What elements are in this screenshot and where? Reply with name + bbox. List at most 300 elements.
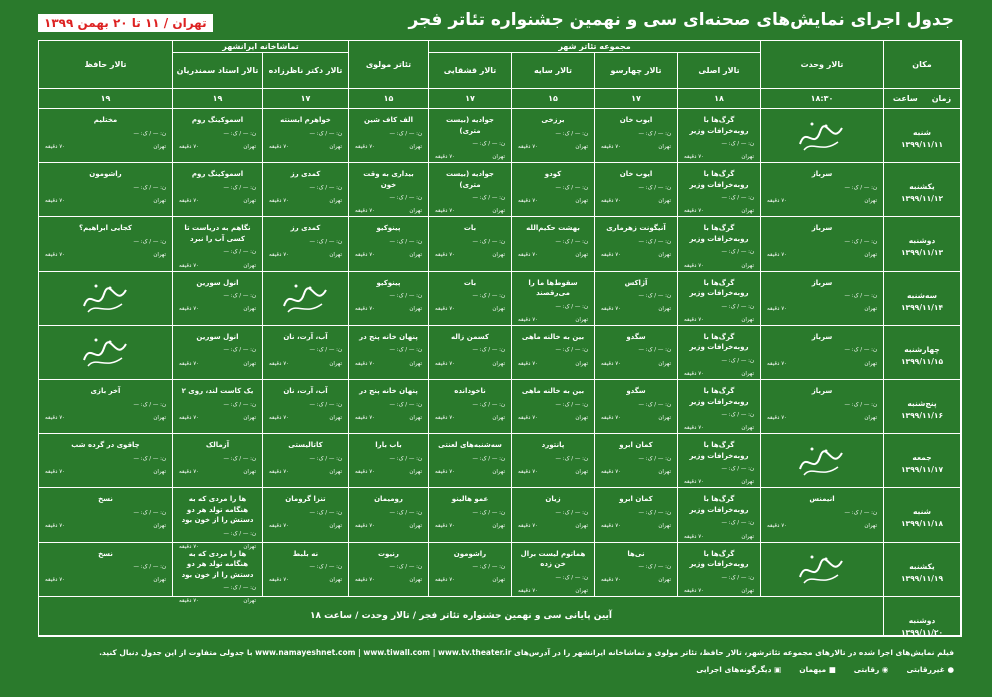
show-credits: ن: — / ک: —: [309, 130, 342, 137]
show-title: سرباز: [811, 224, 833, 233]
show-cell: [349, 434, 429, 488]
label: ۱۵: [383, 94, 394, 103]
label: تالار اصلی: [698, 66, 740, 75]
show-duration: ۷۰ دقیقه: [179, 306, 200, 313]
show-cell: [595, 217, 678, 271]
show-city: تهران: [243, 262, 256, 269]
show-cell: [595, 272, 678, 326]
show-duration: ۷۰ دقیقه: [355, 414, 376, 421]
show-title: گرگ‌ها با روبه‌خرافات وزیر: [689, 116, 749, 135]
day-cell: [884, 217, 961, 271]
show-city: تهران: [658, 197, 671, 204]
show-city: تهران: [741, 479, 754, 486]
show-cell: [595, 380, 678, 434]
show-title: گرگ‌ها با روبه‌خرافات وزیر: [689, 495, 749, 514]
show-duration: ۷۰ دقیقه: [767, 523, 788, 530]
show-credits: ن: — / ک: —: [309, 455, 342, 462]
show-city: تهران: [329, 360, 342, 367]
show-duration: ۷۰ دقیقه: [45, 468, 66, 475]
day-date: ۱۳۹۹/۱۱/۱۲: [900, 194, 944, 204]
time-cell: [512, 89, 595, 109]
show-credits: ن: — / ک: —: [638, 293, 671, 300]
show-title: اسموکینگ روم: [191, 170, 244, 179]
show-duration: ۷۰ دقیقه: [179, 598, 200, 605]
day-cell: [884, 488, 961, 542]
show-duration: ۷۰ دقیقه: [767, 197, 788, 204]
festival-logo-icon: [76, 332, 136, 372]
show-duration: ۷۰ دقیقه: [601, 523, 622, 530]
show-cell: [512, 434, 595, 488]
show-credits: ن: — / ک: —: [721, 141, 754, 147]
show-city: تهران: [409, 252, 422, 259]
show-cell: [349, 380, 429, 434]
show-cell: [263, 163, 349, 217]
show-cell: [761, 272, 884, 326]
show-duration: ۷۰ دقیقه: [601, 252, 622, 259]
show-city: تهران: [741, 371, 754, 378]
show-title: الف کاف شین: [363, 116, 414, 124]
show-city: تهران: [153, 577, 166, 584]
label: تالار چهارسو: [610, 66, 662, 75]
day-name: یکشنبه: [909, 182, 935, 192]
show-city: تهران: [153, 414, 166, 421]
show-city: تهران: [329, 197, 342, 204]
show-cell: [263, 326, 349, 380]
show-duration: ۷۰ دقیقه: [269, 252, 290, 259]
show-credits: ن: — / ک: —: [638, 130, 671, 137]
show-cell: [678, 380, 761, 434]
show-title: سرباز: [811, 170, 833, 179]
time-cell: [595, 89, 678, 109]
show-cell: [512, 380, 595, 434]
show-city: تهران: [329, 577, 342, 584]
show-title: گرگ‌ها با روبه‌خرافات وزیر: [689, 441, 749, 460]
show-city: تهران: [329, 468, 342, 475]
show-cell: [349, 109, 429, 163]
show-credits: ن: — / ک: —: [472, 293, 505, 300]
show-credits: ن: — / ک: —: [472, 509, 505, 516]
show-duration: ۷۰ دقیقه: [355, 252, 376, 259]
show-credits: ن: — / ک: —: [133, 184, 166, 191]
show-cell: [761, 163, 884, 217]
show-title: کمان ابرو: [619, 441, 653, 450]
show-title: خواهرم ابسنته: [280, 116, 331, 124]
day-date: ۱۳۹۹/۱۱/۱۷: [900, 465, 944, 475]
show-title: سه‌شنبه‌های لعنتی: [438, 441, 502, 450]
day-date: ۱۳۹۹/۱۱/۱۹: [900, 573, 944, 583]
show-credits: ن: — / ک: —: [223, 130, 256, 137]
label: آیین پایانی سی و نهمین جشنواره تئاتر فجر / تالار وحدت / ساعت ۱۸: [309, 610, 613, 621]
label: تالار دکتر ناظرزاده: [268, 66, 343, 75]
show-credits: ن: — / ک: —: [472, 564, 505, 571]
show-title: گرگ‌ها با روبه‌خرافات وزیر: [689, 387, 749, 406]
show-duration: ۷۰ دقیقه: [435, 154, 456, 161]
show-title: نگاهم به دریاست تا کسی آب را نبرد: [184, 224, 251, 243]
show-duration: ۷۰ دقیقه: [684, 371, 705, 378]
show-city: تهران: [492, 577, 505, 584]
show-cell: [429, 272, 512, 326]
legend-guest: ■ میهمان: [799, 665, 836, 674]
time-cell: [173, 89, 263, 109]
show-duration: ۷۰ دقیقه: [601, 143, 622, 150]
day-date: ۱۳۹۹/۱۱/۱۵: [900, 356, 944, 366]
show-title: سرباز: [811, 387, 833, 395]
label: تالار استاد سمندریان: [176, 66, 259, 75]
show-city: تهران: [575, 414, 588, 421]
show-duration: ۷۰ دقیقه: [518, 414, 539, 421]
show-credits: ن: — / ک: —: [844, 293, 877, 300]
show-cell: [349, 488, 429, 542]
show-cell: [512, 109, 595, 163]
label: تالار قشقایی: [443, 66, 497, 75]
festival-logo-icon: [792, 549, 852, 589]
show-city: تهران: [153, 523, 166, 530]
show-cell: [678, 109, 761, 163]
show-duration: ۷۰ دقیقه: [355, 143, 376, 150]
show-cell: [349, 272, 429, 326]
show-cell: [512, 488, 595, 542]
show-city: تهران: [575, 316, 588, 323]
festival-logo-icon: [76, 278, 136, 318]
show-duration: ۷۰ دقیقه: [435, 306, 456, 313]
show-city: تهران: [243, 414, 256, 421]
show-cell: [761, 488, 884, 542]
show-duration: ۷۰ دقیقه: [435, 252, 456, 259]
show-credits: ن: — / ک: —: [555, 130, 588, 137]
show-title: جوادیه (بیست متری): [446, 170, 494, 189]
show-title: رنیوت: [378, 549, 399, 558]
show-credits: ن: — / ک: —: [133, 509, 166, 516]
show-cell: [761, 217, 884, 271]
day-name: شنبه: [912, 507, 932, 517]
show-city: تهران: [153, 252, 166, 259]
show-title: ایوب خان: [619, 116, 653, 124]
show-duration: ۷۰ دقیقه: [518, 360, 539, 367]
show-duration: ۷۰ دقیقه: [179, 262, 200, 269]
show-city: تهران: [658, 252, 671, 259]
show-city: تهران: [409, 208, 422, 215]
show-title: رومیمان: [374, 495, 403, 504]
show-cell: [595, 163, 678, 217]
show-title: ناخودانده: [454, 387, 486, 395]
show-duration: ۷۰ دقیقه: [518, 252, 539, 259]
day-date: ۱۳۹۹/۱۱/۱۴: [900, 302, 944, 312]
day-cell: [884, 109, 961, 163]
show-duration: ۷۰ دقیقه: [435, 360, 456, 367]
show-credits: ن: — / ک: —: [389, 130, 422, 137]
show-title: عمو هالینو: [451, 495, 489, 504]
show-city: تهران: [658, 306, 671, 313]
show-duration: ۷۰ دقیقه: [601, 306, 622, 313]
show-cell: [263, 217, 349, 271]
show-duration: ۷۰ دقیقه: [45, 523, 66, 530]
show-cell: [263, 109, 349, 163]
show-cell: [678, 272, 761, 326]
show-cell: [595, 488, 678, 542]
show-cell: [595, 434, 678, 488]
show-cell: [512, 217, 595, 271]
day-cell: [884, 163, 961, 217]
show-credits: ن: — / ک: —: [389, 455, 422, 462]
show-duration: ۷۰ دقیقه: [269, 197, 290, 204]
show-duration: ۷۰ دقیقه: [601, 414, 622, 421]
show-cell: [173, 488, 263, 551]
show-duration: ۷۰ دقیقه: [684, 479, 705, 486]
show-cell: [39, 543, 173, 597]
show-city: تهران: [492, 208, 505, 215]
show-title: کاتالیستی: [288, 441, 323, 450]
show-title: بیداری به وقت خون: [363, 170, 414, 189]
show-credits: ن: — / ک: —: [555, 347, 588, 354]
day-date: ۱۳۹۹/۱۱/۱۶: [900, 411, 944, 420]
show-credits: ن: — / ک: —: [133, 130, 166, 137]
show-city: تهران: [741, 208, 754, 215]
show-duration: ۷۰ دقیقه: [355, 360, 376, 367]
show-credits: ن: — / ک: —: [223, 249, 256, 256]
show-credits: ن: — / ک: —: [389, 293, 422, 300]
show-city: تهران: [658, 143, 671, 150]
show-city: تهران: [329, 143, 342, 150]
label: مجموعه تئاتر شهر: [558, 42, 631, 51]
show-cell: [39, 380, 173, 434]
show-credits: ن: — / ک: —: [638, 509, 671, 516]
show-credits: ن: — / ک: —: [389, 195, 422, 202]
show-cell: [512, 326, 595, 380]
show-duration: ۷۰ دقیقه: [269, 143, 290, 150]
show-credits: ن: — / ک: —: [223, 530, 256, 537]
day-name: سه‌شنبه: [907, 290, 937, 300]
show-title: نسخ: [98, 495, 113, 504]
show-cell: [429, 163, 512, 217]
show-credits: ن: — / ک: —: [389, 564, 422, 571]
label: ۱۷: [300, 94, 311, 103]
header-nazerzadeh: [263, 53, 349, 89]
show-title: بهشت حکیم‌الله: [526, 224, 580, 233]
show-cell: [429, 217, 512, 271]
show-duration: ۷۰ دقیقه: [45, 414, 66, 421]
show-city: تهران: [243, 360, 256, 367]
day-cell: [884, 380, 961, 434]
show-duration: ۷۰ دقیقه: [767, 252, 788, 259]
show-title: کمدی رز: [290, 224, 321, 233]
show-cell: [678, 163, 761, 217]
show-credits: ن: — / ک: —: [309, 347, 342, 354]
show-duration: ۷۰ دقیقه: [435, 523, 456, 530]
show-cell: [173, 217, 263, 271]
show-city: تهران: [243, 197, 256, 204]
show-cell: [173, 326, 263, 380]
show-cell: [349, 326, 429, 380]
legend: [696, 665, 954, 674]
show-title: مختلیم: [93, 116, 118, 124]
show-title: اسموکینگ روم: [191, 116, 244, 124]
show-title: سگدو: [626, 332, 646, 341]
show-credits: ن: — / ک: —: [555, 238, 588, 245]
day-name: شنبه: [912, 128, 932, 137]
show-credits: ن: — / ک: —: [638, 401, 671, 408]
label: زمان: [931, 94, 952, 103]
label: ۱۹: [100, 94, 111, 103]
show-credits: ن: — / ک: —: [721, 520, 754, 527]
show-credits: ن: — / ک: —: [721, 357, 754, 364]
show-credits: ن: — / ک: —: [133, 238, 166, 245]
show-credits: ن: — / ک: —: [721, 303, 754, 310]
show-city: تهران: [658, 414, 671, 421]
show-title: انول سورین: [196, 332, 239, 341]
show-duration: ۷۰ دقیقه: [355, 306, 376, 313]
show-title: سقوط‌ها ما را می‌رقصند: [528, 278, 578, 298]
show-duration: ۷۰ دقیقه: [684, 154, 705, 161]
show-credits: ن: — / ک: —: [309, 401, 342, 408]
show-title: پینوکیو: [376, 278, 401, 287]
header-chaharsoo: [595, 53, 678, 89]
show-credits: ن: — / ک: —: [223, 293, 256, 300]
show-cell: [429, 109, 512, 163]
show-credits: ن: — / ک: —: [844, 238, 877, 245]
show-credits: ن: — / ک: —: [638, 455, 671, 462]
show-title: زیان: [545, 495, 561, 504]
show-city: تهران: [492, 360, 505, 367]
show-city: تهران: [658, 577, 671, 584]
show-city: تهران: [575, 587, 588, 594]
show-duration: ۷۰ دقیقه: [355, 523, 376, 530]
show-credits: ن: — / ک: —: [472, 347, 505, 354]
label: تماشاخانه ایرانشهر: [222, 42, 299, 51]
show-credits: ن: — / ک: —: [389, 347, 422, 354]
show-credits: ن: — / ک: —: [389, 509, 422, 516]
time-cell: [429, 89, 512, 109]
show-city: تهران: [409, 414, 422, 421]
show-city: تهران: [409, 143, 422, 150]
show-duration: ۷۰ دقیقه: [684, 316, 705, 323]
day-cell: [884, 597, 961, 636]
show-title: ایوب خان: [619, 170, 653, 179]
show-credits: ن: — / ک: —: [721, 195, 754, 202]
day-name: جمعه: [912, 453, 932, 463]
show-cell: [173, 109, 263, 163]
show-cell: [349, 217, 429, 271]
time-cell: [761, 89, 884, 109]
day-date: ۱۳۹۹/۱۱/۱۸: [900, 519, 944, 529]
show-city: تهران: [153, 197, 166, 204]
show-title: گرگ‌ها با روبه‌خرافات وزیر: [689, 278, 749, 298]
show-title: کودو: [544, 170, 562, 179]
show-title: آخر بازی: [90, 387, 121, 395]
show-city: تهران: [658, 468, 671, 475]
show-duration: ۷۰ دقیقه: [684, 533, 705, 540]
day-date: ۱۳۹۹/۱۱/۱۳: [900, 248, 944, 258]
show-duration: ۷۰ دقیقه: [355, 208, 376, 215]
show-credits: ن: — / ک: —: [389, 238, 422, 245]
show-city: تهران: [864, 252, 877, 259]
show-title: باب بارا: [375, 441, 402, 450]
show-credits: ن: — / ک: —: [472, 141, 505, 147]
show-credits: ن: — / ک: —: [472, 238, 505, 245]
label: تالار وحدت: [800, 60, 844, 69]
show-city: تهران: [492, 306, 505, 313]
show-duration: ۷۰ دقیقه: [435, 468, 456, 475]
show-cell: [173, 543, 263, 605]
show-credits: ن: — / ک: —: [555, 303, 588, 310]
festival-logo-icon: [792, 441, 852, 481]
show-credits: ن: — / ک: —: [555, 184, 588, 191]
show-duration: ۷۰ دقیقه: [518, 468, 539, 475]
show-credits: ن: — / ک: —: [133, 455, 166, 462]
header-sayeh: [512, 53, 595, 89]
page-title: جدول اجرای نمایش‌های صحنه‌ای سی و نهمین جشنواره تئاتر فجر: [408, 10, 954, 30]
show-duration: ۷۰ دقیقه: [269, 360, 290, 367]
show-cell: [349, 543, 429, 597]
show-title: جوادیه (بیست متری): [446, 116, 494, 135]
show-city: تهران: [492, 414, 505, 421]
show-title: راشومون: [453, 549, 487, 558]
show-duration: ۷۰ دقیقه: [435, 414, 456, 421]
show-duration: ۷۰ دقیقه: [601, 577, 622, 584]
show-credits: ن: — / ک: —: [844, 347, 877, 354]
show-cell: [678, 543, 761, 597]
show-credits: ن: — / ک: —: [223, 347, 256, 354]
festival-logo-icon: [276, 278, 336, 318]
show-duration: ۷۰ دقیقه: [518, 587, 539, 594]
show-title: کسمن زاله: [451, 332, 489, 341]
show-cell: [263, 488, 349, 542]
header-samandarian: [173, 53, 263, 89]
show-duration: ۷۰ دقیقه: [355, 577, 376, 584]
logo-cell: [263, 272, 349, 326]
show-city: تهران: [741, 154, 754, 161]
show-city: تهران: [575, 523, 588, 530]
label: ۱۵: [548, 94, 558, 103]
show-city: تهران: [864, 306, 877, 313]
day-cell: [884, 543, 961, 597]
legend-other: ▣ دیگرگونه‌های اجرایی: [696, 665, 782, 674]
logo-cell: [761, 543, 884, 597]
label: ۱۷: [465, 94, 475, 103]
show-city: تهران: [243, 468, 256, 475]
show-title: برزخی: [541, 116, 565, 124]
show-city: تهران: [409, 523, 422, 530]
show-city: تهران: [153, 468, 166, 475]
show-city: تهران: [409, 468, 422, 475]
show-cell: [263, 380, 349, 434]
show-city: تهران: [409, 306, 422, 313]
show-credits: ن: — / ک: —: [133, 401, 166, 408]
show-cell: [173, 163, 263, 217]
show-title: آب، آرت، نان: [283, 332, 328, 341]
header-makan: [884, 41, 961, 89]
show-title: سگدو: [626, 387, 646, 395]
day-cell: [884, 434, 961, 488]
show-title: آب، آرت، نان: [283, 387, 328, 395]
day-date: ۱۳۹۹/۱۱/۲۰: [900, 627, 944, 637]
show-city: تهران: [492, 468, 505, 475]
show-duration: ۷۰ دقیقه: [684, 262, 705, 269]
show-title: راشومون: [89, 170, 122, 179]
show-title: آزمالک: [205, 441, 230, 450]
show-credits: ن: — / ک: —: [223, 585, 256, 592]
header-molavi: [349, 41, 429, 89]
show-city: تهران: [243, 143, 256, 150]
show-title: انیمنس: [809, 495, 835, 504]
show-duration: ۷۰ دقیقه: [684, 425, 705, 432]
logo-cell: [39, 272, 173, 326]
show-cell: [429, 488, 512, 542]
show-city: تهران: [741, 425, 754, 432]
show-title: کمدی رز: [290, 170, 321, 179]
show-title: ها را مردی که به هنگامه تولد هر دو دستش را از خون بود: [181, 495, 254, 525]
show-credits: ن: — / ک: —: [472, 455, 505, 462]
label: ۱۹: [212, 94, 223, 103]
